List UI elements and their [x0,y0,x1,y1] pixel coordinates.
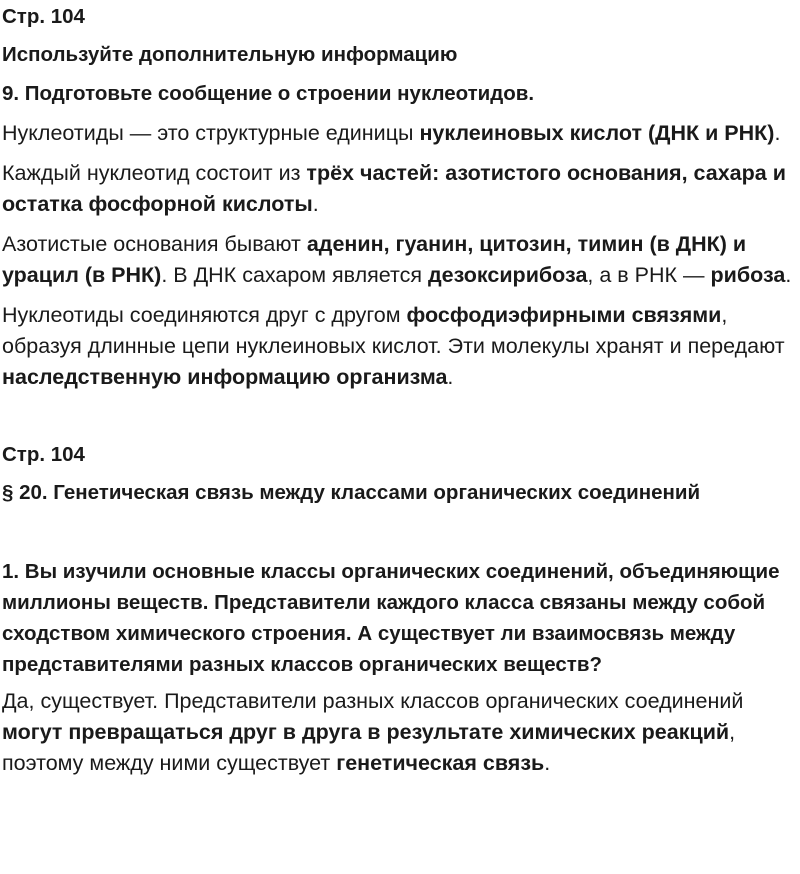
paragraph: Нуклеотиды — это структурные единицы нуклеиновых кислот (ДНК и РНК). [2,121,781,145]
document [2,0,798,779]
page-label: Стр. 104 [2,5,85,28]
page-label: Стр. 104 [2,443,85,466]
paragraph: Азотистые основания бывают аденин, гуанин, цитозин, тимин (в ДНК) и урацил (в РНК). В ДНК сахаром является дезоксирибоза, а в РНК — рибоза. [2,232,792,287]
paragraph: Каждый нуклеотид состоит из трёх частей: азотистого основания, сахара и остатка фосфорной кислоты. [2,161,786,216]
answer: Да, существует. Представители разных классов органических соединений могут превращаться друг в друга в результате химических реакций, поэтому между ними существует генетическая связь. [2,689,744,775]
paragraph: Нуклеотиды соединяются друг с другом фосфодиэфирными связями, образуя длинные цепи нуклеиновых кислот. Эти молекулы хранят и передают наследственную информацию организма. [2,303,785,389]
subtitle: Используйте дополнительную информацию [2,43,458,66]
task-heading: 9. Подготовьте сообщение о строении нуклеотидов. [2,82,535,105]
section-title: § 20. Генетическая связь между классами органических соединений [2,481,701,504]
question: 1. Вы изучили основные классы органических соединений, объединяющие миллионы веществ. Представители каждого класса связаны между собой сходством химического строения. А существует ли взаимосвязь между представителями разных классов органических веществ? [2,560,780,676]
